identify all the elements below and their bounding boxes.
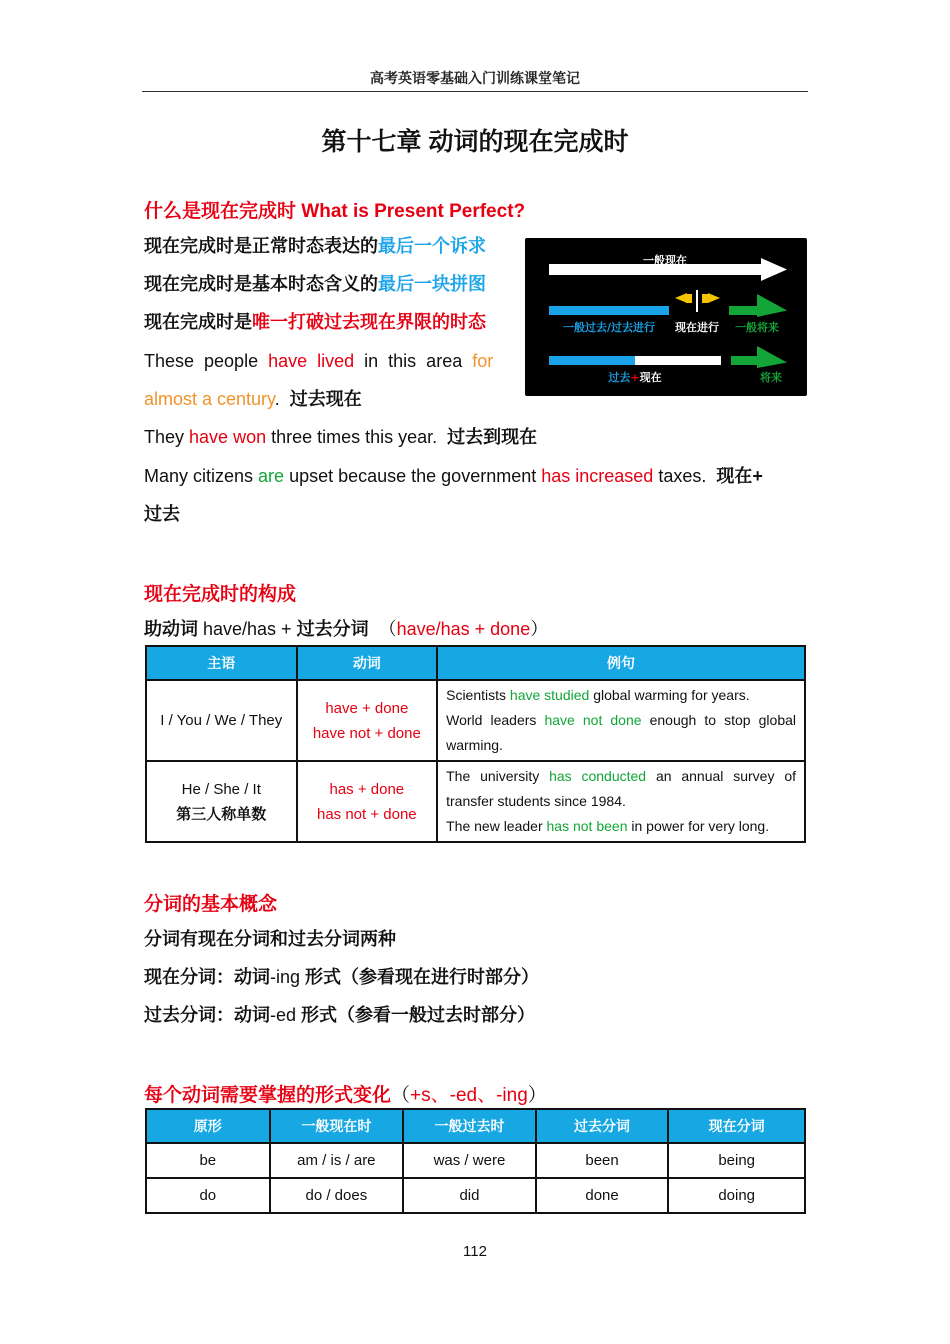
header-subject: 主语 xyxy=(146,646,297,680)
example-cell xyxy=(437,680,805,761)
section-title-structure: 现在完成时的构成 xyxy=(144,584,297,605)
example-sentence xyxy=(446,683,796,708)
intro-line-1-text: 现在完成时是正常时态表达的 xyxy=(144,236,378,256)
table-row xyxy=(146,1178,805,1213)
progressive-left-arrow xyxy=(675,293,687,303)
example-line-3-cont: 过去 xyxy=(144,504,180,524)
section-title-forms xyxy=(144,1080,547,1107)
intro-line-3-highlight: 唯一打破过去现在界限的时态 xyxy=(252,312,486,332)
table-row xyxy=(146,1143,805,1178)
ex-text: enough to stop global warming. xyxy=(446,712,800,753)
ex-text: Scientists xyxy=(446,687,510,703)
table-cell: being xyxy=(668,1143,805,1178)
ex-verb: have studied xyxy=(509,687,590,703)
table-row xyxy=(146,761,805,842)
example-cell xyxy=(437,761,805,842)
past-participle-label: 过去分词：动词 xyxy=(144,1005,270,1025)
subject-note: 第三人称单数 xyxy=(176,805,267,823)
intro-line-3-text: 现在完成时是 xyxy=(144,312,252,332)
past-participle-note: 形式（参看一般过去时部分） xyxy=(301,1005,536,1025)
ex-text: The new leader xyxy=(446,818,547,834)
example-1-text-a: These people xyxy=(144,351,269,371)
tense-timeline-diagram xyxy=(525,238,807,396)
formula-pattern: have/has + done xyxy=(396,619,531,639)
past-to-now-blue-bar xyxy=(549,356,635,365)
verb-forms-header xyxy=(146,1109,805,1143)
verb-affirmative: has + done xyxy=(329,780,405,798)
example-1-text-b: in this area xyxy=(354,351,473,371)
section-title-what-is: 什么是现在完成时 What is Present Perfect? xyxy=(144,201,526,222)
table-cell: be xyxy=(146,1143,270,1178)
formula-aux: 助动词 xyxy=(144,619,198,639)
table-cell: do xyxy=(146,1178,270,1213)
present-label: 现在 xyxy=(639,371,662,384)
example-1-duration: almost a century xyxy=(144,389,275,409)
ex-text: in power for very long. xyxy=(627,818,770,834)
formula-open-paren: （ xyxy=(368,619,397,639)
future-arrowhead xyxy=(757,294,787,317)
example-3-text-a: Many citizens xyxy=(144,466,259,486)
table-cell: doing xyxy=(668,1178,805,1213)
chapter-title: 第十七章 动词的现在完成时 xyxy=(321,128,629,156)
header-past-participle: 过去分词 xyxy=(536,1109,669,1143)
past-to-now-white-bar xyxy=(635,356,721,365)
formula-have-has: have/has + xyxy=(198,619,297,639)
future-label-2: 将来 xyxy=(760,371,782,384)
timeline-svg xyxy=(525,238,807,396)
example-3-verb: has increased xyxy=(541,466,654,486)
progressive-right-arrow xyxy=(708,293,720,303)
forms-title-open: （ xyxy=(391,1085,411,1106)
example-3-text-b: upset because the government xyxy=(284,466,542,486)
ex-text: global warming for years. xyxy=(589,687,750,703)
present-participle-suffix: -ing xyxy=(270,967,306,987)
example-line-1-cont xyxy=(144,387,362,411)
verb-negative: have not + done xyxy=(312,724,421,742)
running-header: 高考英语零基础入门训练课堂笔记 xyxy=(370,70,580,86)
verb-cell xyxy=(297,761,438,842)
example-line-1 xyxy=(144,349,493,373)
structure-table xyxy=(145,645,806,843)
structure-table-header xyxy=(146,646,805,680)
example-sentence xyxy=(446,708,800,758)
intro-line-2-text: 现在完成时是基本时态含义的 xyxy=(144,274,378,294)
table-cell: done xyxy=(536,1178,669,1213)
past-plus-present-label xyxy=(607,370,661,384)
example-1-verb: have lived xyxy=(268,351,355,371)
table-cell: am / is / are xyxy=(270,1143,404,1178)
ex-verb: have not done xyxy=(544,712,642,728)
subject-pronouns: He / She / It xyxy=(181,780,261,798)
intro-line-2 xyxy=(144,272,486,296)
header-present-simple: 一般现在时 xyxy=(270,1109,404,1143)
forms-title-suffixes: +s、-ed、-ing xyxy=(410,1085,528,1106)
example-line-2 xyxy=(144,425,537,449)
subject-cell xyxy=(146,761,297,842)
example-sentence xyxy=(446,764,800,814)
example-3-are: are xyxy=(258,466,285,486)
section-title-participle: 分词的基本概念 xyxy=(144,894,278,915)
present-simple-arrowhead xyxy=(761,258,787,281)
verb-forms-table xyxy=(145,1108,806,1214)
future-label: 一般将来 xyxy=(735,321,779,334)
participle-line-2 xyxy=(144,965,539,989)
forms-title-text: 每个动词需要掌握的形式变化 xyxy=(144,1085,392,1106)
example-3-text-c: taxes. xyxy=(653,466,717,486)
now-marker xyxy=(696,290,698,312)
example-1-period: . xyxy=(274,389,290,409)
progressive-right-stem xyxy=(702,294,708,303)
intro-line-1 xyxy=(144,234,486,258)
verb-affirmative: have + done xyxy=(325,699,409,717)
header-verb: 动词 xyxy=(297,646,438,680)
plus-sign: + xyxy=(630,371,640,384)
ex-text: The university xyxy=(446,768,550,784)
example-line-3 xyxy=(144,464,763,488)
formula-close-paren: ） xyxy=(530,619,549,639)
participle-line-3 xyxy=(144,1003,535,1027)
example-2-text-b: three times this year. xyxy=(266,427,448,447)
table-cell: been xyxy=(536,1143,669,1178)
header-base-form: 原形 xyxy=(146,1109,270,1143)
example-2-verb: have won xyxy=(189,427,267,447)
example-2-note: 过去到现在 xyxy=(447,427,538,447)
header-past-simple: 一般过去时 xyxy=(403,1109,536,1143)
example-3-note: 现在+ xyxy=(716,466,763,486)
table-row xyxy=(146,680,805,761)
past-participle-suffix: -ed xyxy=(270,1005,302,1025)
ex-verb: has not been xyxy=(546,818,628,834)
verb-negative: has not + done xyxy=(316,805,417,823)
present-participle-label: 现在分词：动词 xyxy=(144,967,270,987)
example-1-for: for xyxy=(472,351,494,371)
intro-line-2-highlight: 最后一块拼图 xyxy=(378,274,486,294)
intro-line-3 xyxy=(144,310,486,334)
participle-line-1: 分词有现在分词和过去分词两种 xyxy=(144,929,396,949)
page-number: 112 xyxy=(463,1243,487,1260)
example-2-text-a: They xyxy=(144,427,190,447)
table-cell: did xyxy=(403,1178,536,1213)
example-sentence xyxy=(446,814,796,839)
header-example: 例句 xyxy=(437,646,805,680)
formula-participle: 过去分词 xyxy=(296,619,369,639)
progressive-label: 现在进行 xyxy=(675,321,719,334)
progressive-left-stem xyxy=(686,294,692,303)
verb-cell xyxy=(297,680,438,761)
present-simple-label: 一般现在 xyxy=(643,254,687,267)
ex-verb: has conducted xyxy=(549,768,647,784)
subject-cell: I / You / We / They xyxy=(146,680,297,761)
past-label-2: 过去 xyxy=(608,371,631,384)
header-present-participle: 现在分词 xyxy=(668,1109,805,1143)
future-arrowhead-2 xyxy=(757,346,787,368)
past-bar xyxy=(549,306,669,315)
table-cell: do / does xyxy=(270,1178,404,1213)
ex-text: an annual survey of transfer students since 1984. xyxy=(446,768,800,809)
ex-text: World leaders xyxy=(446,712,545,728)
forms-title-close: ） xyxy=(527,1085,547,1106)
example-1-note: 过去现在 xyxy=(289,389,362,409)
past-label: 一般过去/过去进行 xyxy=(562,321,656,334)
structure-formula xyxy=(144,617,548,641)
table-cell: was / were xyxy=(403,1143,536,1178)
header-rule xyxy=(142,91,808,92)
present-participle-note: 形式（参看现在进行时部分） xyxy=(305,967,540,987)
intro-line-1-highlight: 最后一个诉求 xyxy=(378,236,486,256)
